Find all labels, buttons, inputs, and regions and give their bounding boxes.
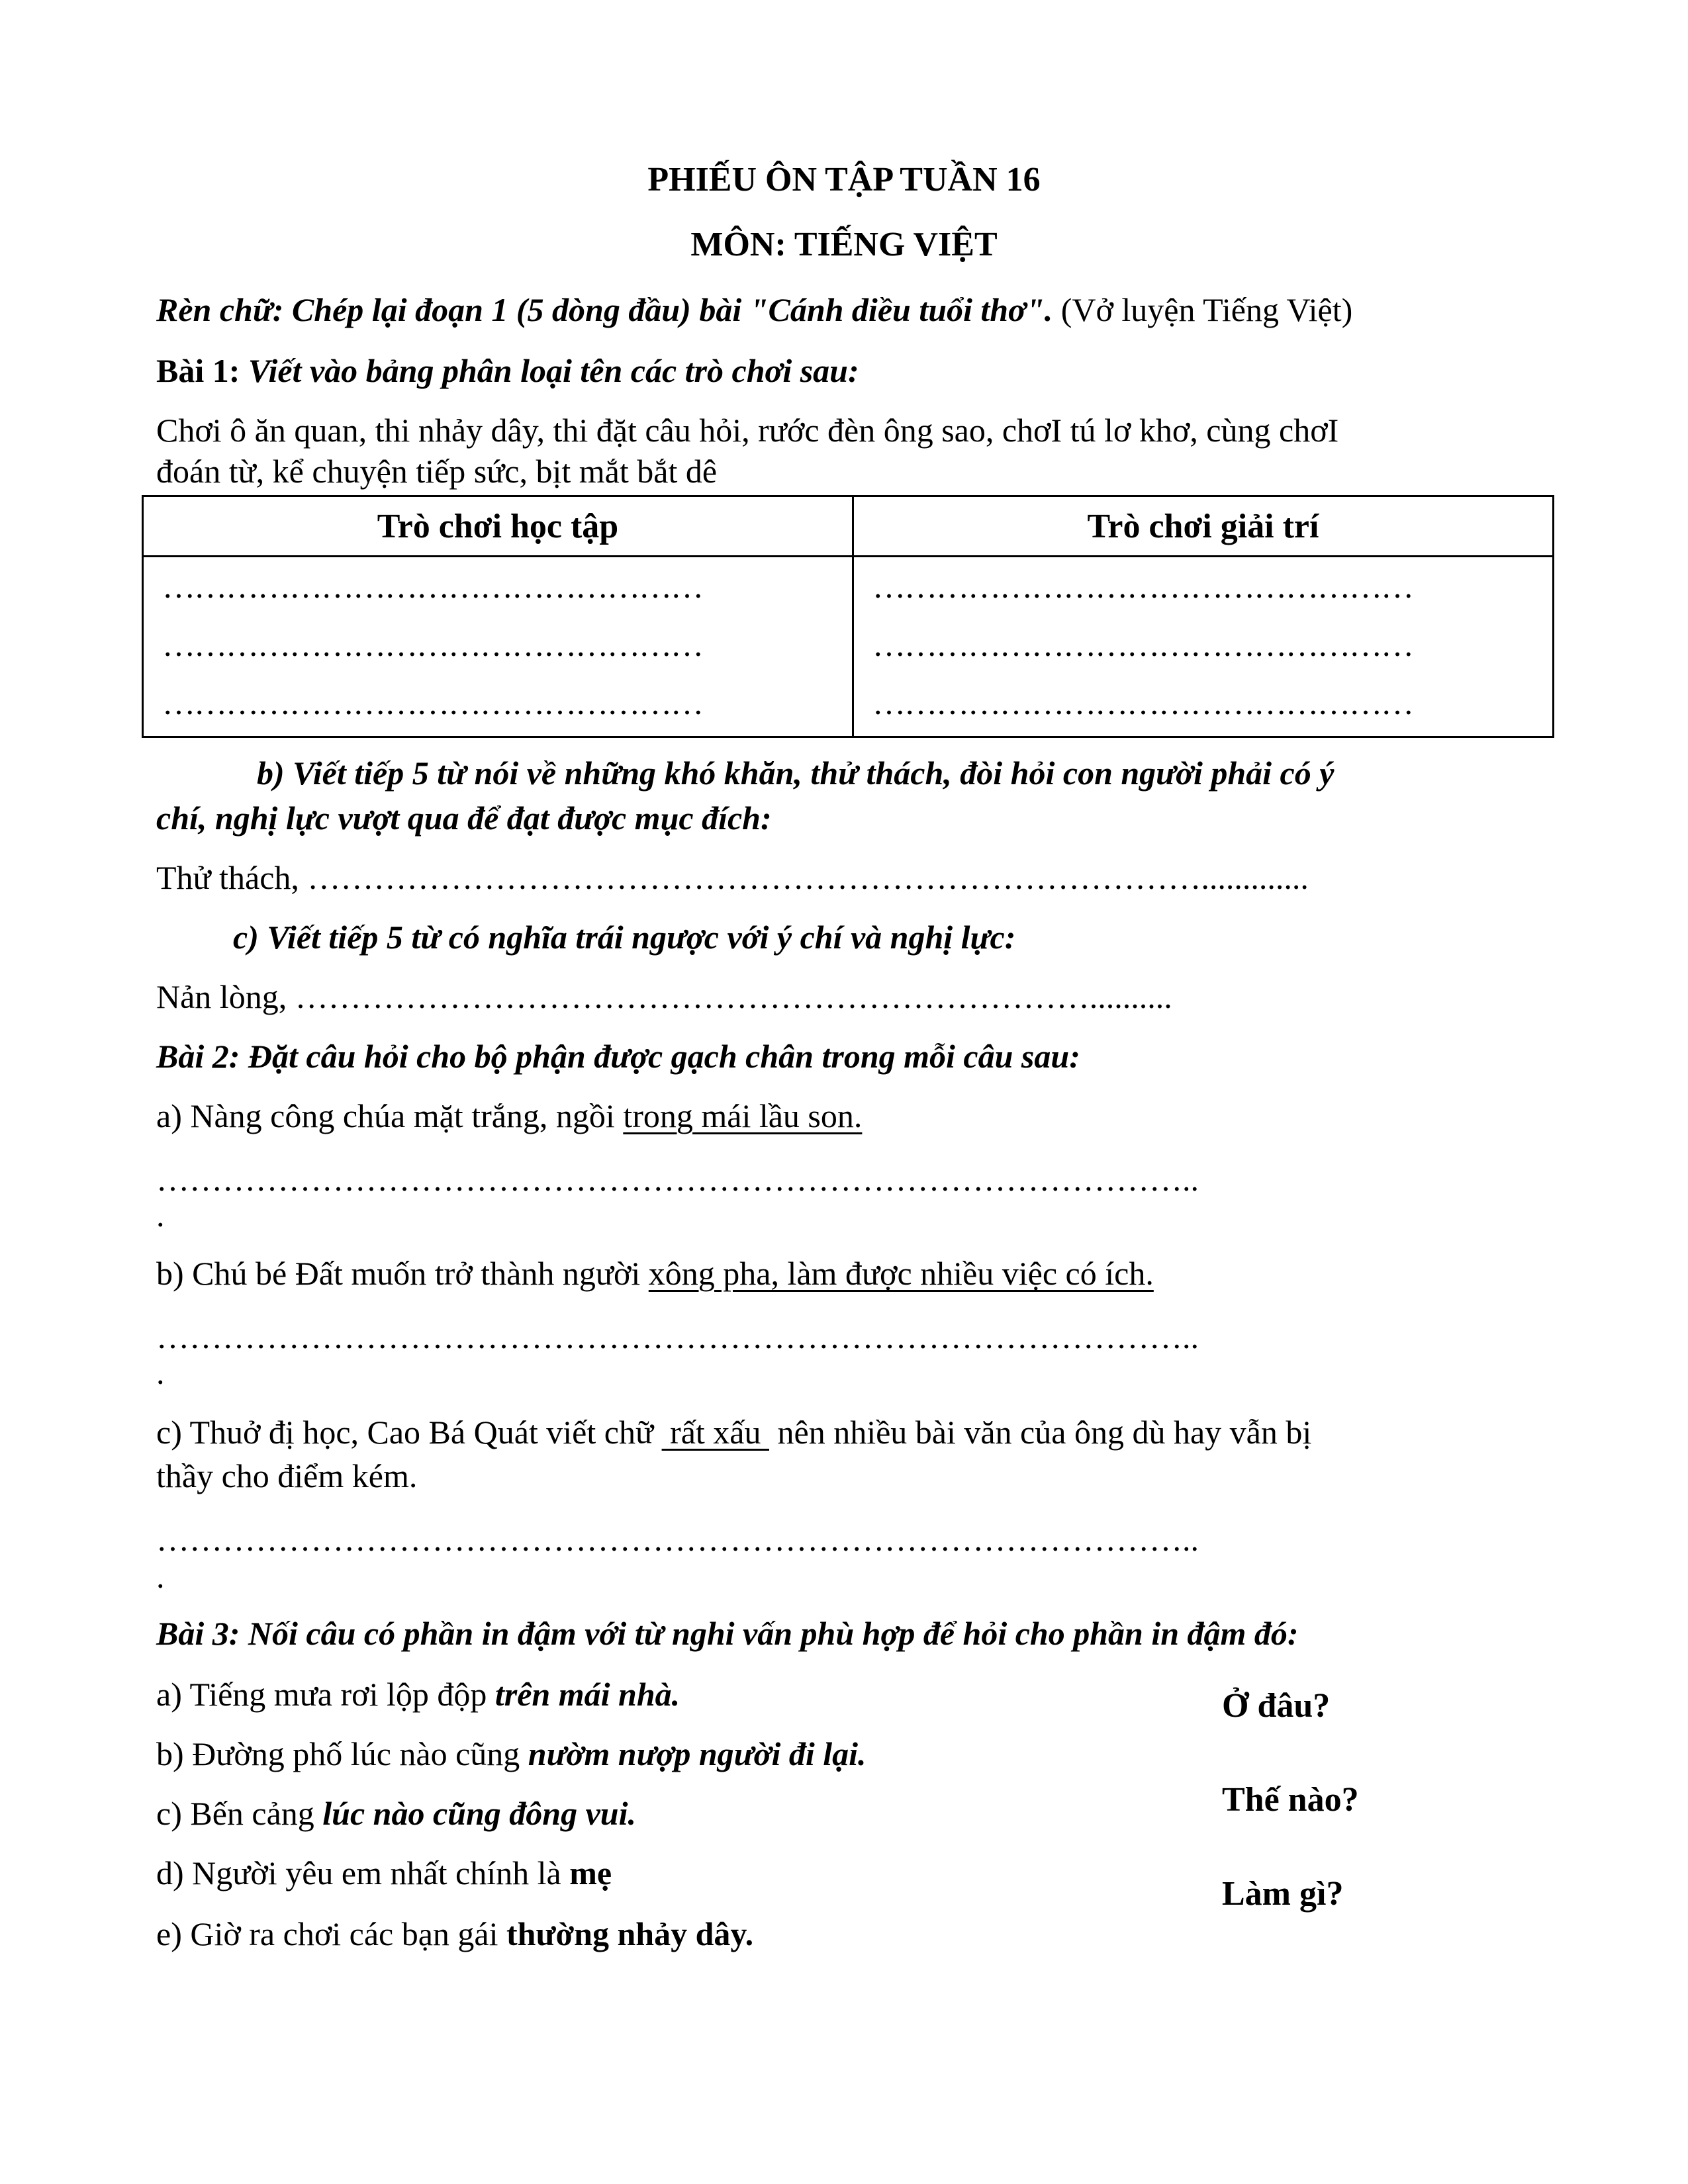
col-header-learning-games: Trò chơi học tập: [143, 496, 853, 557]
answer-dots: ……………………………………………: [162, 568, 702, 605]
answer-dot: .: [156, 1354, 165, 1391]
subject-title: MÔN: TIẾNG VIỆT: [690, 226, 998, 263]
sentence-b-answer-line[interactable]: …………………………………………………………………………………..: [156, 1318, 1199, 1355]
part-b-instruction-cont: chí, nghị lực vượt qua để đạt được mục đích:: [156, 799, 772, 837]
answer-dot: .: [156, 1197, 165, 1234]
sentence-a-underlined: trong mái lầu son.: [623, 1097, 863, 1134]
handwriting-note: (Vở luyện Tiếng Việt): [1053, 291, 1353, 328]
sentence-c-text: c) Thuở đị học, Cao Bá Quát viết chữ: [156, 1414, 662, 1451]
handwriting-task: Rèn chữ: Chép lại đoạn 1 (5 dòng đầu) bài "Cánh diều tuổi thơ".: [156, 291, 1053, 328]
entertainment-games-cell[interactable]: [853, 557, 1554, 737]
handwriting-instruction: [156, 290, 1352, 330]
answer-dots: ……………………………………………: [872, 684, 1413, 721]
part-c-instruction: c) Viết tiếp 5 từ có nghĩa trái ngược với ý chí và nghị lực:: [233, 919, 1016, 956]
answer-what-doing: Làm gì?: [1222, 1875, 1344, 1913]
exercise-3-item-a: [156, 1674, 680, 1714]
exercise-1-heading: [156, 351, 859, 390]
exercise-2-heading: Bài 2: Đặt câu hỏi cho bộ phận được gạch chân trong mỗi câu sau:: [156, 1038, 1080, 1075]
exercise-3-item-d: [156, 1853, 612, 1893]
exercise-1-instruction: Viết vào bảng phân loại tên các trò chơi sau:: [240, 352, 859, 389]
item-b-text: b) Đường phố lúc nào cũng: [156, 1735, 528, 1772]
part-c-answer-line[interactable]: Nản lòng, ………………………………………………………………..........: [156, 978, 1172, 1015]
exercise-3-item-c: [156, 1794, 636, 1833]
item-c-text: c) Bến cảng: [156, 1795, 323, 1832]
item-d-bold: mẹ: [569, 1854, 612, 1891]
item-d-text: d) Người yêu em nhất chính là: [156, 1854, 570, 1891]
item-a-text: a) Tiếng mưa rơi lộp độp: [156, 1676, 495, 1713]
sentence-c-continuation: thầy cho điểm kém.: [156, 1457, 418, 1494]
answer-dots: ……………………………………………: [872, 568, 1413, 605]
exercise-1-label: Bài 1:: [156, 352, 240, 389]
classification-table: [142, 495, 1554, 738]
item-e-bold: thường nhảy dây.: [506, 1915, 754, 1952]
part-b-answer-line[interactable]: Thử thách, ……………………………………………………………………….............: [156, 859, 1309, 896]
exercise-2-sentence-b: [156, 1253, 1154, 1293]
item-a-bold: trên mái nhà.: [494, 1676, 680, 1713]
part-b-instruction: b) Viết tiếp 5 từ nói về những khó khăn, thử thách, đòi hỏi con người phải có ý: [257, 754, 1335, 792]
sentence-a-answer-line[interactable]: …………………………………………………………………………………..: [156, 1161, 1199, 1198]
answer-where: Ở đâu?: [1222, 1687, 1331, 1725]
sentence-c-text-2: nên nhiều bài văn của ông dù hay vẫn bị: [769, 1414, 1312, 1451]
sentence-c-answer-line[interactable]: …………………………………………………………………………………..: [156, 1521, 1199, 1558]
answer-dot: .: [156, 1558, 165, 1595]
item-c-bold: lúc nào cũng đông vui.: [322, 1795, 636, 1832]
sentence-a-text: a) Nàng công chúa mặt trắng, ngồi: [156, 1097, 624, 1134]
answer-dots: ……………………………………………: [162, 684, 702, 721]
item-b-bold: nườm nượp người đi lại.: [528, 1735, 867, 1772]
learning-games-cell[interactable]: [143, 557, 853, 737]
games-list-line-2: đoán từ, kể chuyện tiếp sức, bịt mắt bắt dê: [156, 453, 718, 490]
answer-dots: ……………………………………………: [162, 626, 702, 663]
exercise-3-item-e: [156, 1914, 753, 1954]
answer-how: Thế nào?: [1222, 1781, 1359, 1819]
col-header-entertainment-games: Trò chơi giải trí: [853, 496, 1554, 557]
exercise-3-item-b: [156, 1734, 867, 1774]
sentence-c-underlined: rất xấu: [661, 1414, 769, 1451]
exercise-2-sentence-c: [156, 1412, 1311, 1452]
answer-dots: ……………………………………………: [872, 626, 1413, 663]
page-title: PHIẾU ÔN TẬP TUẦN 16: [647, 161, 1041, 199]
item-e-text: e) Giờ ra chơi các bạn gái: [156, 1915, 507, 1952]
sentence-b-underlined: xông pha, làm được nhiều việc có ích.: [648, 1255, 1154, 1292]
exercise-2-sentence-a: [156, 1096, 862, 1136]
exercise-3-heading: Bài 3: Nối câu có phần in đậm với từ nghi vấn phù hợp để hỏi cho phần in đậm đó:: [156, 1615, 1299, 1652]
games-list-line-1: Chơi ô ăn quan, thi nhảy dây, thi đặt câu hỏi, rước đèn ông sao, chơI tú lơ khơ, cùng chơI: [156, 412, 1339, 449]
sentence-b-text: b) Chú bé Đất muốn trở thành người: [156, 1255, 649, 1292]
